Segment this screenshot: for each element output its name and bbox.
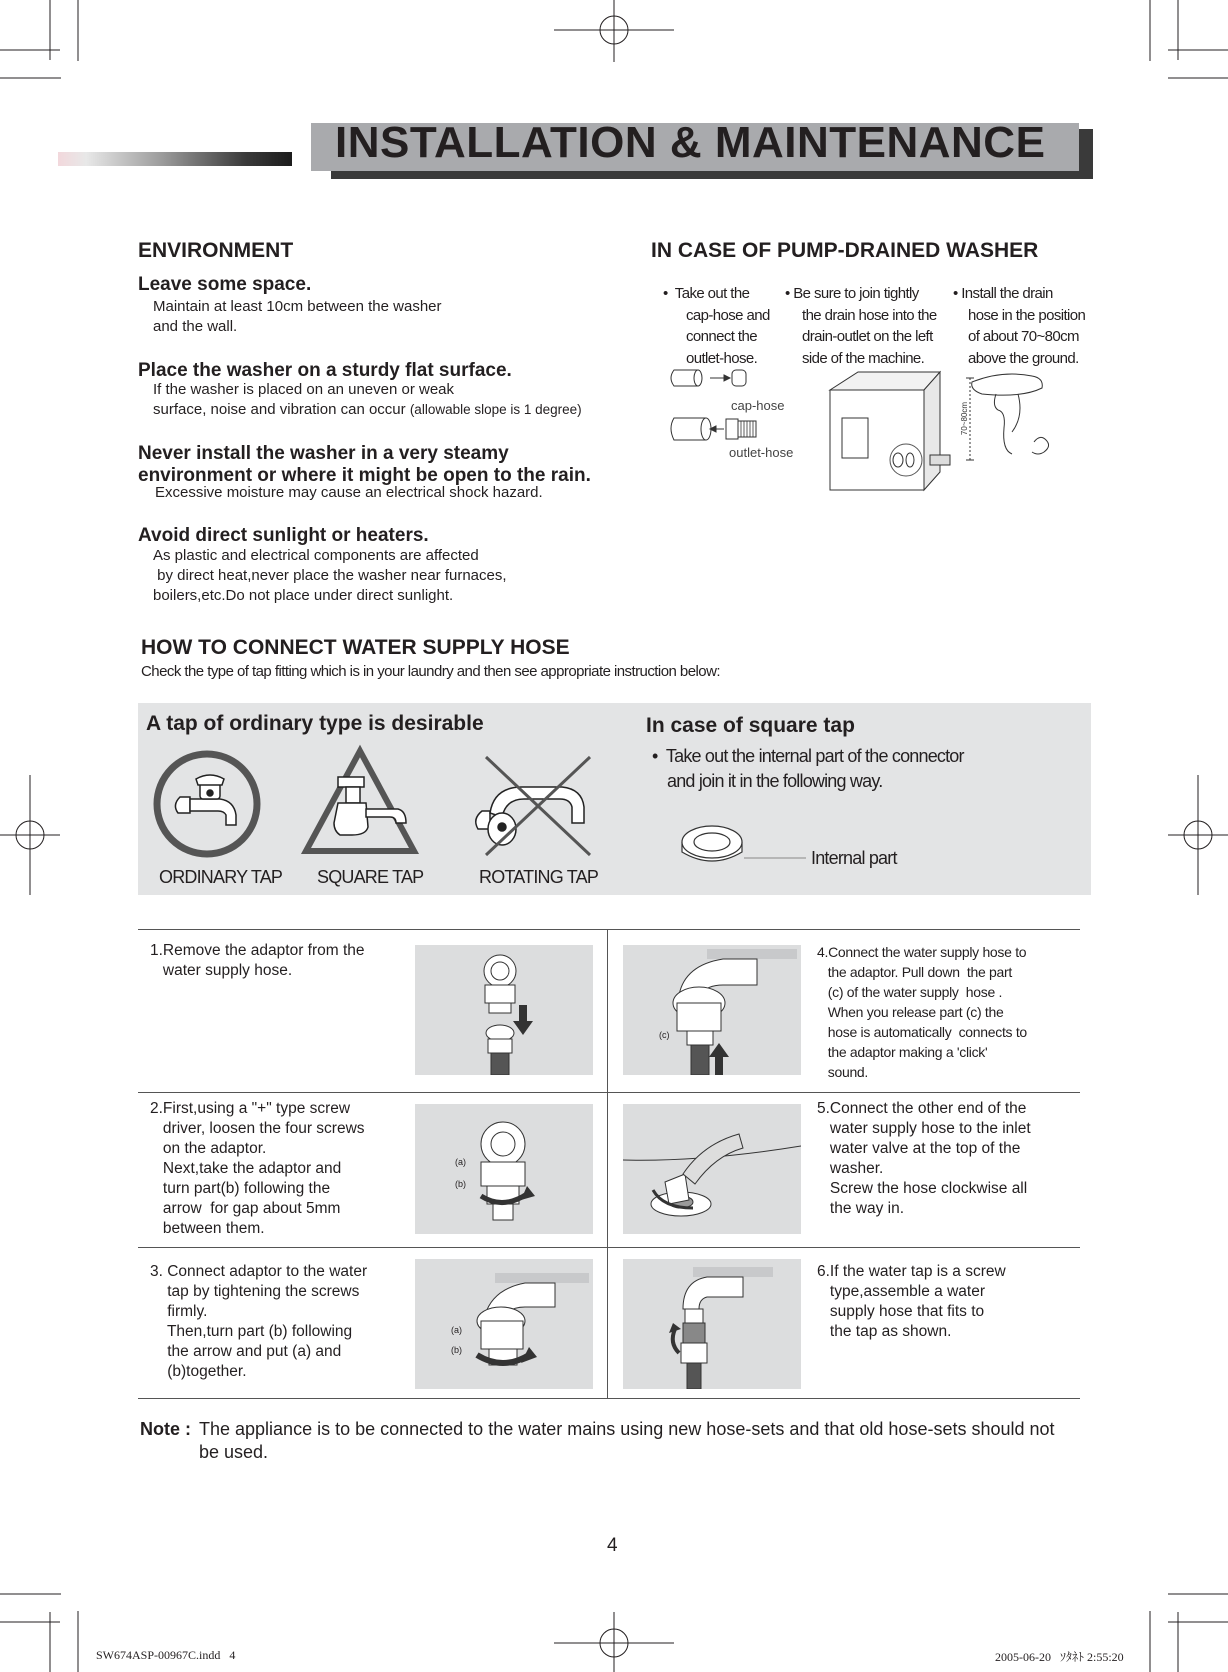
step-2-line-7: between them. [150,1220,265,1237]
env-item-1-line-2: and the wall. [153,318,238,335]
step-4-image [623,945,801,1075]
step-5-line-6: the way in. [817,1200,905,1217]
drain-height-label: 70~80cm [960,401,970,436]
env-item-3-title-line-2: environment or where it might be open to the rain. [138,465,591,486]
part-b-label: (b) [455,1179,466,1189]
env-item-3-text [155,483,543,503]
step-6-line-2: type,assemble a water [817,1283,985,1300]
pump-col-3-line-1: Install the drain [961,285,1053,302]
step-3-text [150,1262,367,1382]
env-item-3-line-1: Excessive moisture may cause an electrical shock hazard. [155,484,543,501]
hose-to-inlet-valve-illustration [623,1104,801,1234]
step-4-line-7: sound. [817,1064,869,1080]
step-3-line-1: 3. Connect adaptor to the water [150,1263,368,1280]
env-item-3-title-line-1: Never install the washer in a very steamy [138,443,509,464]
rotating-tap-icon [462,747,602,857]
part-c-label: (c) [659,1030,670,1040]
step-5-line-1: 5.Connect the other end of the [817,1100,1027,1117]
bullet-icon: • [652,746,666,766]
step-1-line-2: water supply hose. [150,962,293,979]
page-number: 4 [607,1535,618,1556]
pump-col-3-line-3: of about 70~80cm [968,328,1079,345]
adaptor-remove-illustration [415,945,593,1075]
internal-part-label: Internal part [811,848,897,868]
env-item-2-title: Place the washer on a sturdy flat surface. [138,360,512,381]
step-2-image [415,1104,593,1234]
square-tap-line-2: and join it in the following way. [667,771,883,791]
ordinary-tap-icon [152,749,262,859]
steps-divider-top [138,929,1080,930]
env-item-2-line-2: surface, noise and vibration can occur [153,401,410,418]
step-4-line-6: the adaptor making a 'click' [817,1044,988,1060]
step-6-line-4: the tap as shown. [817,1323,952,1340]
step-3-line-3: firmly. [150,1303,208,1320]
step-6-text [817,1262,1006,1342]
step-2-line-3: on the adaptor. [150,1140,267,1157]
step-6-line-3: supply hose that fits to [817,1303,985,1320]
env-item-2-line-1: If the washer is placed on an uneven or weak [153,381,455,398]
step-5-text [817,1099,1031,1219]
step-5-line-3: water valve at the top of the [817,1140,1021,1157]
pump-col-3 [953,283,1085,369]
outlet-hose-label: outlet-hose [729,445,794,460]
step-4-text [817,942,1027,1082]
step-1-image [415,945,593,1075]
step-3-line-4: Then,turn part (b) following [150,1323,353,1340]
step-4-line-5: hose is automatically connects to [817,1024,1027,1040]
part-b-label: (b) [451,1345,462,1355]
page-title: INSTALLATION & MAINTENANCE [335,118,1046,167]
ordinary-tap-title: A tap of ordinary type is desirable [146,712,484,735]
footer-timestamp: 2005-06-20 ｿﾀﾈﾄ 2:55:20 [995,1650,1124,1664]
step-1-line-1: 1.Remove the adaptor from the [150,942,365,959]
part-a-label: (a) [451,1325,462,1335]
note-label: Note : [140,1419,191,1439]
note-line-2: be used. [199,1442,269,1462]
env-item-1-text [153,297,442,337]
screw-tap-illustration [623,1259,801,1389]
env-item-2-text [153,380,582,420]
steps-divider-bottom [138,1398,1080,1399]
step-2-line-2: driver, loosen the four screws [150,1120,365,1137]
bullet-icon: • [663,285,675,302]
footer-filename: SW674ASP-00967C.indd 4 [96,1648,236,1662]
pump-col-1-line-3: connect the [686,328,757,345]
pump-col-2-line-3: drain-outlet on the left [802,328,933,345]
step-1-text [150,941,365,981]
step-3-line-2: tap by tightening the screws [150,1283,360,1300]
steps-divider-2 [138,1247,1080,1248]
environment-heading: ENVIRONMENT [138,239,294,262]
env-item-4-line-1: As plastic and electrical components are affected [153,547,479,564]
pump-col-3-line-4: above the ground. [968,349,1079,367]
env-item-1-title: Leave some space. [138,274,312,295]
square-tap-instructions [652,744,964,794]
ordinary-tap-label: ORDINARY TAP [159,867,283,887]
env-item-4-line-2: by direct heat,never place the washer near furnaces, [153,567,507,584]
pump-col-2-line-4: side of the machine. [802,349,925,367]
env-item-3-title [138,443,591,487]
pump-col-2-line-1: Be sure to join tightly [793,285,919,302]
pump-col-1-line-4: outlet-hose. [686,349,758,367]
internal-part-illustration [678,822,808,872]
adaptor-loosen-illustration [415,1104,593,1234]
step-5-line-2: water supply hose to the inlet [817,1120,1031,1137]
env-item-2-slope-note: (allowable slope is 1 degree) [409,402,582,417]
title-gradient-bar [58,152,292,166]
square-tap-label: SQUARE TAP [317,867,424,887]
step-4-line-4: When you release part (c) the [817,1004,1004,1020]
drain-height-illustration [962,372,1062,462]
washer-illustration [828,368,950,493]
step-5-image [623,1104,801,1234]
pump-col-2 [785,283,937,369]
hose-to-adaptor-illustration [623,945,801,1075]
supply-heading: HOW TO CONNECT WATER SUPPLY HOSE [141,636,570,659]
pump-col-1-line-1: Take out the [674,285,750,302]
note-text [199,1418,1055,1464]
square-tap-title: In case of square tap [646,714,855,737]
step-2-line-4: Next,take the adaptor and [150,1160,342,1177]
pump-col-3-line-2: hose in the position [968,306,1086,324]
steps-center-divider [607,929,608,1398]
steps-divider-1 [138,1092,1080,1093]
step-2-line-6: arrow for gap about 5mm [150,1200,341,1217]
step-5-line-5: Screw the hose clockwise all [817,1180,1028,1197]
step-4-line-3: (c) of the water supply hose . [817,984,1003,1000]
adaptor-connect-tap-illustration [415,1259,593,1389]
step-3-line-5: the arrow and put (a) and [150,1343,342,1360]
note-line-1: The appliance is to be connected to the water mains using new hose-sets and that old hose-sets should not [199,1419,1055,1439]
pump-col-1 [663,283,770,369]
step-6-image [623,1259,801,1389]
rotating-tap-label: ROTATING TAP [479,867,599,887]
supply-subtitle: Check the type of tap fitting which is in your laundry and then see appropriate instruction below: [141,663,720,680]
square-tap-icon [302,747,418,857]
bullet-icon: • [953,285,962,302]
step-2-line-5: turn part(b) following the [150,1180,331,1197]
step-4-line-1: 4.Connect the water supply hose to [817,944,1027,960]
step-6-line-1: 6.If the water tap is a screw [817,1263,1006,1280]
env-item-4-line-3: boilers,etc.Do not place under direct sunlight. [153,587,454,604]
env-item-1-line-1: Maintain at least 10cm between the washer [153,298,442,315]
cap-hose-label: cap-hose [731,398,785,413]
step-2-line-1: 2.First,using a "+" type screw [150,1100,351,1117]
pump-col-1-line-2: cap-hose and [686,306,770,324]
pump-heading: IN CASE OF PUMP-DRAINED WASHER [651,239,1039,262]
square-tap-line-1: Take out the internal part of the connector [665,746,964,766]
step-3-image [415,1259,593,1389]
step-2-text [150,1099,365,1239]
bullet-icon: • [785,285,794,302]
step-5-line-4: washer. [817,1160,884,1177]
step-3-line-6: (b)together. [150,1363,247,1380]
env-item-4-text [153,546,507,606]
part-a-label: (a) [455,1157,466,1167]
pump-col-2-line-2: the drain hose into the [802,306,937,324]
step-4-line-2: the adaptor. Pull down the part [817,964,1012,980]
env-item-4-title: Avoid direct sunlight or heaters. [138,525,429,546]
